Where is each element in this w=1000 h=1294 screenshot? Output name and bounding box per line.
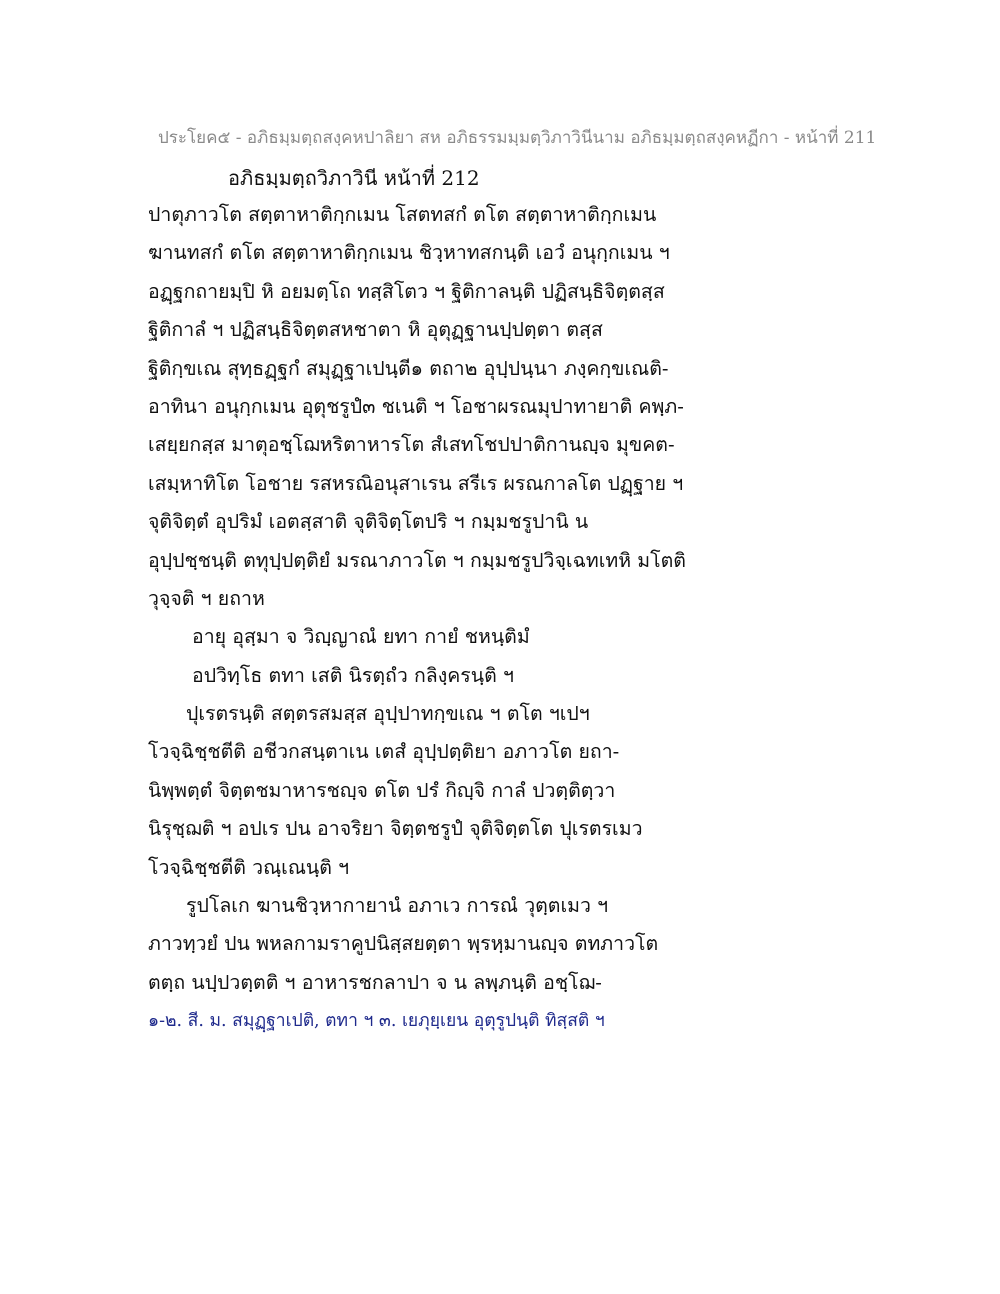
footnote: ๑-๒. สี. ม. สมุฏฺฐาเปติ, ตทา ฯ ๓. เยภุยฺเยน อุตุรูปนฺติ ทิสฺสติ ฯ — [148, 1011, 605, 1031]
text-line: จุติจิตฺตํ อุปริมํ เอตสฺสาติ จุติจิตฺโตปริ ฯ กมฺมชรูปานิ น — [148, 510, 589, 534]
text-line: โวจฺฉิชฺชตีติ อชีวกสนฺตาเน เตสํ อุปฺปตฺติยา อภาวโต ยถา- — [148, 740, 620, 764]
text-line: ตตฺถ นปฺปวตฺตติ ฯ อาหารชกลาปา จ น ลพฺภนฺติ อชฺโฌ- — [148, 970, 602, 994]
text-line: ฆานทสกํ ตโต สตฺตาหาติกฺกเมน ชิวฺหาทสกนฺติ เอวํ อนุกฺกเมน ฯ — [148, 241, 670, 265]
text-line: นิรุชฺฌติ ฯ อปเร ปน อาจริยา จิตฺตชรูปํ จุติจิตฺตโต ปุเรตรเมว — [148, 817, 643, 841]
text-line: รูปโลเก ฆานชิวฺหากายานํ อภาเว การณํ วุตฺตเมว ฯ — [186, 894, 609, 918]
text-line: อุปฺปชฺชนฺติ ตทุปฺปตฺติยํ มรณาภาวโต ฯ กมฺมชรูปวิจฺเฉทเทหิ มโตติ — [148, 548, 686, 572]
text-line: ภาวทฺวยํ ปน พหลกามราคูปนิสฺสยตฺตา พฺรหฺมานญฺจ ตทภาวโต — [148, 932, 659, 956]
running-header: ประโยค๕ - อภิธมฺมตฺถสงฺคหปาลิยา สห อภิธรรมมฺมตฺวิภาวินีนาม อภิธมฺมตฺถสงฺคหฏีกา - หน้าที่ 211 — [158, 128, 877, 148]
text-line: เสยฺยกสฺส มาตุอชฺโฌหริตาหารโต สํเสทโชปปาติกานญฺจ มุขคต- — [148, 433, 675, 457]
text-line: ปาตุภาวโต สตฺตาหาติกฺกเมน โสตทสกํ ตโต สตฺตาหาติกฺกเมน — [148, 203, 657, 226]
text-line: นิพฺพตฺตํ จิตฺตชมาหารชญฺจ ตโต ปรํ กิญฺจิ กาลํ ปวตฺติตฺวา — [148, 778, 616, 802]
text-line: อฏฺฐกถายมฺปิ หิ อยมตฺโถ ทสฺสิโตว ฯ ฐิติกาลนฺติ ปฏิสนฺธิจิตฺตสฺส — [148, 279, 665, 303]
verse-line: อายุ อุสฺมา จ วิญฺญาณํ ยทา กายํ ชหนฺติมํ — [192, 625, 530, 649]
text-line: วุจฺจติ ฯ ยถาห — [148, 586, 265, 610]
text-line: ฐิติกาลํ ฯ ปฏิสนฺธิจิตฺตสหชาตา หิ อุตุฏฺฐานปฺปตฺตา ตสฺส — [148, 318, 603, 342]
verse-line: อปวิทฺโธ ตทา เสติ นิรตฺถํว กลิงฺครนฺติ ฯ — [192, 663, 514, 687]
body-text — [148, 196, 708, 1002]
page-subtitle: อภิธมฺมตฺถวิภาวินี หน้าที่ 212 — [228, 166, 480, 190]
text-line: ฐิติกฺขเณ สุทฺธฏฺฐกํ สมุฏฺฐาเปนฺตี๑ ตถา๒ อุปฺปนฺนา ภงฺคกฺขเณติ- — [148, 356, 669, 380]
text-line: โวจฺฉิชฺชตีติ วณฺเณนฺติ ฯ — [148, 855, 350, 879]
text-line: เสมฺหาทิโต โอชาย รสหรณิอนุสาเรน สรีเร ผรณกาลโต ปฏฺฐาย ฯ — [148, 471, 684, 495]
text-line: อาทินา อนุกฺกเมน อุตุชรูปํ๓ ชเนติ ฯ โอชาผรณมุปาทายาติ คพฺภ- — [148, 394, 684, 418]
text-line: ปุเรตรนฺติ สตฺตรสมสฺส อุปฺปาทกฺขเณ ฯ ตโต ฯเปฯ — [186, 702, 590, 726]
